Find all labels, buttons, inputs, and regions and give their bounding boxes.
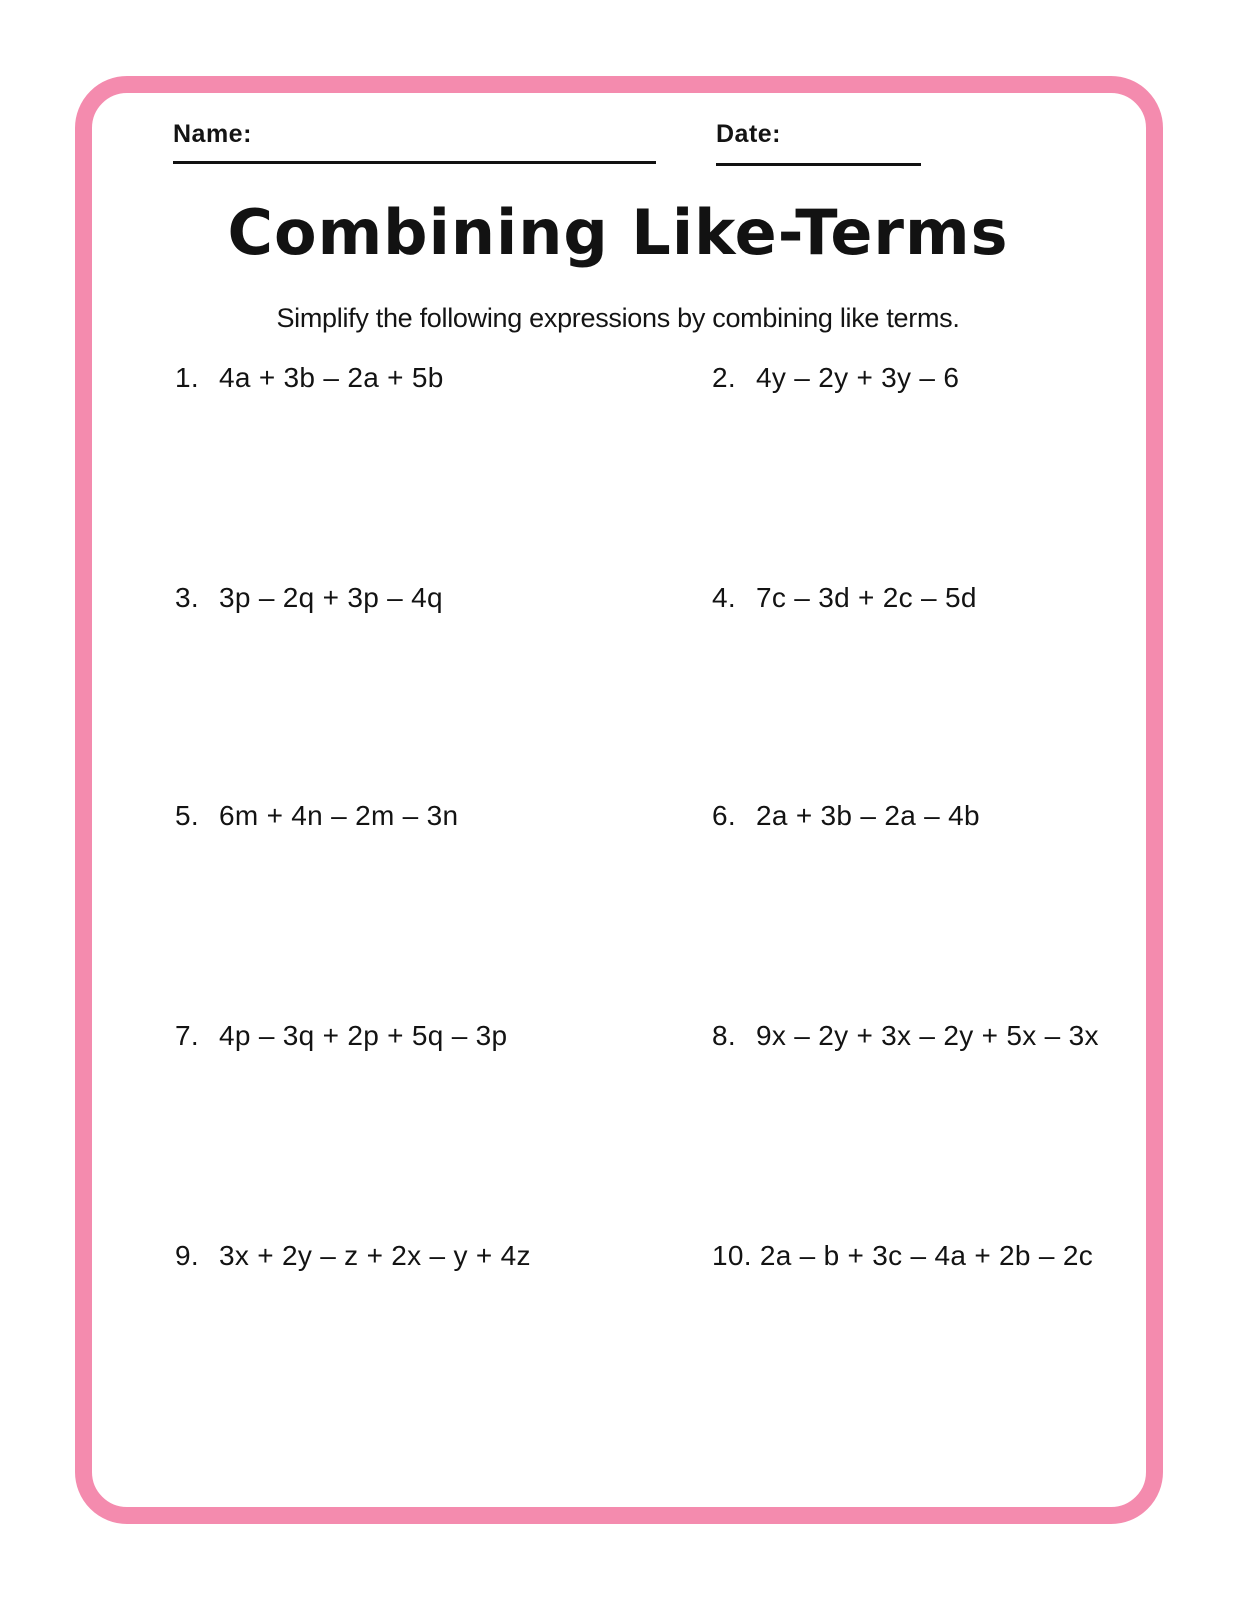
- problem-expression: 9x – 2y + 3x – 2y + 5x – 3x: [756, 1020, 1099, 1051]
- problem-expression: 3p – 2q + 3p – 4q: [219, 582, 443, 613]
- problem-number: 7.: [175, 1020, 199, 1051]
- problem-number: 5.: [175, 800, 199, 831]
- problem-expression: 3x + 2y – z + 2x – y + 4z: [219, 1240, 531, 1271]
- problem-4: [712, 582, 977, 614]
- problem-expression: 4p – 3q + 2p + 5q – 3p: [219, 1020, 508, 1051]
- problem-number: 8.: [712, 1020, 736, 1051]
- problem-5: [175, 800, 458, 832]
- name-blank-line: [173, 161, 656, 164]
- problem-2: [712, 362, 959, 394]
- name-label: Name:: [173, 120, 252, 148]
- problem-number: 6.: [712, 800, 736, 831]
- problem-9: [175, 1240, 531, 1272]
- problem-number: 2.: [712, 362, 736, 393]
- problem-10: [712, 1240, 1093, 1272]
- problem-expression: 4a + 3b – 2a + 5b: [219, 362, 444, 393]
- name-field: [173, 120, 656, 164]
- problem-expression: 4y – 2y + 3y – 6: [756, 362, 960, 393]
- date-field: [716, 120, 921, 166]
- worksheet-instructions: Simplify the following expressions by combining like terms.: [276, 303, 960, 333]
- problem-6: [712, 800, 980, 832]
- date-label: Date:: [716, 120, 782, 148]
- problem-number: 1.: [175, 362, 199, 393]
- problem-3: [175, 582, 443, 614]
- worksheet-title: Combining Like-Terms: [227, 196, 1009, 269]
- problem-7: [175, 1020, 507, 1052]
- problem-expression: 7c – 3d + 2c – 5d: [756, 582, 977, 613]
- problem-expression: 2a – b + 3c – 4a + 2b – 2c: [759, 1240, 1093, 1271]
- problem-expression: 2a + 3b – 2a – 4b: [756, 800, 980, 831]
- problem-number: 10.: [712, 1240, 752, 1271]
- problem-number: 3.: [175, 582, 199, 613]
- date-blank-line: [716, 163, 921, 166]
- problem-number: 4.: [712, 582, 736, 613]
- problem-1: [175, 362, 444, 394]
- problem-number: 9.: [175, 1240, 199, 1271]
- problem-8: [712, 1020, 1099, 1052]
- problem-expression: 6m + 4n – 2m – 3n: [219, 800, 459, 831]
